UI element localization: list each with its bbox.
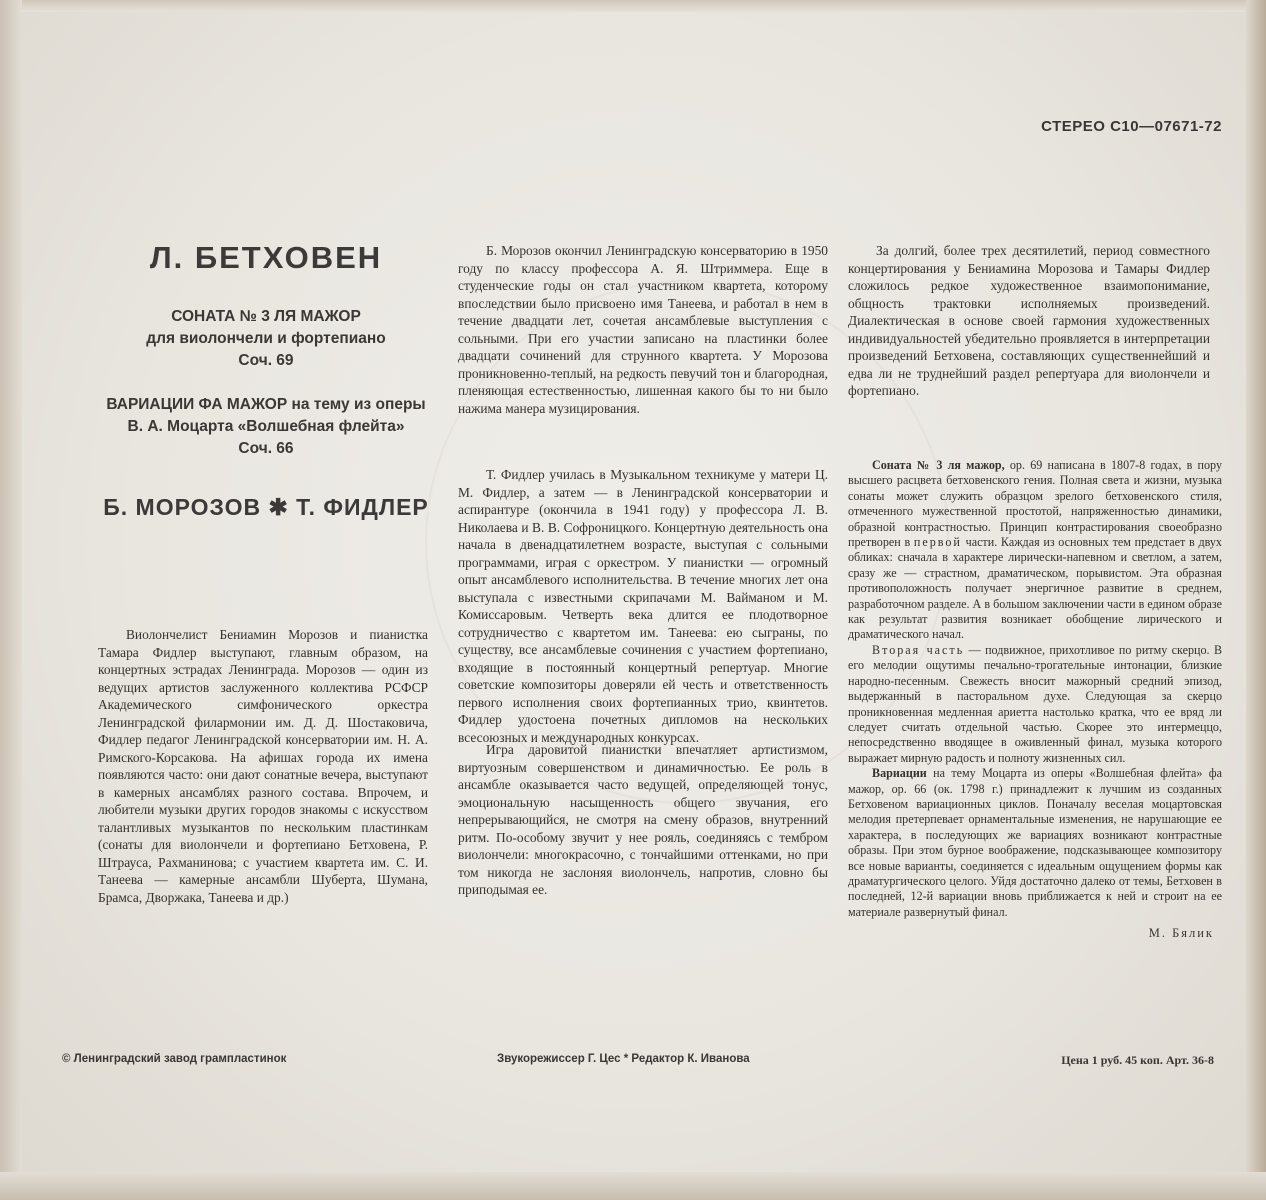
notes-column-2-c	[458, 741, 828, 899]
work-sonata	[86, 306, 446, 372]
composer-name: Л. БЕТХОВЕН	[149, 240, 383, 275]
notes-paragraph-sonata	[848, 458, 1222, 643]
notes-column-3-b	[848, 458, 1222, 941]
second-movement-lead: Вторая часть	[872, 642, 965, 657]
sonata-text-end: части. Каждая из основных тем предстает в двух обликах: сначала в характере лирически-напевном и светлом, а затем, сразу же — страстном, драматическом, порывистом. Эта образная противоположность получает энергичное развитие в среднем, разработочном разделе. А в большом заключении части в едином образе как результат развития возникает обобщение лирического и драматического начал.	[848, 535, 1222, 642]
sonata-lead: Соната № 3 ля мажор,	[872, 458, 1005, 472]
sleeve-edge-right	[1246, 0, 1266, 1200]
performers: Б. МОРОЗОВ ✱ Т. ФИДЛЕР	[103, 494, 429, 520]
notes-paragraph: За долгий, более трех десятилетий, период совместного концертирования у Бениамина Морозова и Тамары Фидлер сложилось редкое художественное взаимопонимание, общность трактовки исполняемых произведений. Диалектическая в основе своей гармония художественных индивидуальностей убедительно проявляется в интерпретации произведений Бетховена, составляющих существеннейший и едва ли не труднейший раздел репертуара для виолончели и фортепиано.	[848, 243, 1210, 398]
notes-paragraph-variations	[848, 766, 1222, 920]
catalog-number: СТЕРЕО С10—07671-72	[1041, 118, 1222, 135]
sleeve-edge-left	[0, 0, 22, 1200]
notes-column-2-b	[458, 466, 828, 746]
work-variations	[86, 394, 446, 460]
variations-lead: Вариации	[872, 766, 927, 781]
work-variations-opus: Соч. 66	[238, 440, 294, 457]
sleeve-edge-bottom	[0, 1172, 1266, 1200]
notes-analysis	[848, 458, 1222, 920]
footer-price: Цена 1 руб. 45 коп. Арт. 36-8	[1061, 1053, 1214, 1067]
notes-paragraph-second-movement	[848, 643, 1222, 766]
notes-paragraph: Виолончелист Бениамин Морозов и пианистка Тамара Фидлер выступают, главным образом, на концертных эстрадах Ленинграда. Морозов — один из ведущих артистов заслуженного коллектива РСФСР Академического симфонического оркестра Ленинградской филармонии им. Д. Д. Шостаковича, Фидлер педагог Ленинградской консерватории им. Н. А. Римского-Корсакова. На афишах города их имена появляются часто: они дают сонатные вечера, выступают в камерных ансамблях разного состава. Впрочем, и любители музыки других городов знакомы с искусством талантливых музыкантов по нескольким пластинкам (сонаты для виолончели и фортепиано Бетховена, Р. Штрауса, Рахманинова; с участием квартета им. С. И. Танеева — камерные ансамбли Шуберта, Шумана, Брамса, Дворжака, Танеева и др.)	[98, 627, 428, 905]
work-variations-subtitle: В. А. Моцарта «Волшебная флейта»	[127, 418, 405, 435]
notes-column-2-a	[458, 242, 828, 417]
work-sonata-instruments: для виолончели и фортепиано	[146, 330, 386, 347]
notes-column-1	[98, 626, 428, 906]
variations-text: на тему Моцарта из оперы «Волшебная флейта» фа мажор, ор. 66 (ок. 1798 г.) принадлежит к лучшим из созданных Бетховеном вариационных циклов. Поначалу веселая моцартовская мелодия претерпевает орнаментальные изменения, не нарушающие ее характера, в последующих же вариациях возникают контрастные образы. При этом бурное воображение, подсказывающее композитору все новые варианты, соединяется с идеальным ощущением формы как драматургического целого. Уйдя достаточно далеко от темы, Бетховен в последней, 12-й вариации вновь приближается к ней и строит на ее материале развернутый финал.	[848, 766, 1222, 919]
notes-paragraph: Игра даровитой пианистки впечатляет артистизмом, виртуозным совершенством и динамичностью. Ее роль в ансамбле оказывается часто ведущей, определяющей тонус, эмоциональную насыщенность общего звучания, его непрерывающийся, не смотря на смену образов, внутренний ритм. По-особому звучит у нее рояль, соединяясь с тембром виолончели: многокрасочно, с тончайшими оттенками, но при том никогда не заслоняя виолончель, напротив, словно бы приподымая ее.	[458, 742, 828, 897]
author-signature: М. Бялик	[1148, 926, 1214, 941]
notes-paragraph: Т. Фидлер училась в Музыкальном техникуме у матери Ц. М. Фидлер, а затем — в Ленинградской консерватории и аспирантуре (окончила в 1941 году) у профессора Л. В. Николаева и В. В. Софроницкого. Концертную деятельность она начала в двенадцатилетнем возрасте, выступая с сольными программами, играя с оркестром. У пианистки — огромный опыт ансамблевого исполнительства. В течение многих лет она выступала с известными скрипачами М. Вайманом и М. Комиссаровым. Четверть века длится ее плодотворное сотрудничество с квартетом им. Танеева: ею сыграны, по существу, все ансамблевые сочинения с участием фортепиано, входящие в постоянный концертный репертуар. Многие советские композиторы доверяли ей честь и ответственность первого исполнения своих фортепианных трио, квинтетов. Фидлер удостоена почетных дипломов на нескольких всесоюзных и международных конкурсах.	[458, 467, 828, 745]
sonata-text: ор. 69 написана в 1807-8 годах, в пору высшего расцвета бетховенского гения. Полная света и жизни, музыка сонаты может служить образцом зрелого бетховенского стиля, отмеченного мужественной простотой, напряженностью динамики, образной контрастностью. Принцип контрастирования своеобразно претворен в	[848, 458, 1222, 550]
sonata-spaced: первой	[913, 535, 962, 550]
title-block	[86, 240, 446, 521]
notes-column-3-a	[848, 242, 1210, 400]
work-sonata-title: СОНАТА № 3 ЛЯ МАЖОР	[171, 308, 361, 325]
work-sonata-opus: Соч. 69	[238, 352, 294, 369]
work-variations-title: ВАРИАЦИИ ФА МАЖОР на тему из оперы	[106, 396, 426, 413]
second-movement-text: — подвижное, прихотливое по ритму скерцо. В его мелодии ощутимы печально-трогательные интонации, близкие народно-песенным. Свежесть вносит мажорный средний эпизод, выдержанный в пасторальном духе. Следующая за скерцо проникновенная медленная ариетта настолько кратка, что ее вряд ли следует считать отдельной частью. Скорее это интермеццо, непосредственно вводящее в оживленный финал, музыка которого выражает мирную радость и полноту жизненных сил.	[848, 642, 1223, 765]
notes-paragraph: Б. Морозов окончил Ленинградскую консерваторию в 1950 году по классу профессора А. Я. Штриммера. Еще в студенческие годы он стал участником квартета, которому впоследствии было присвоено имя Танеева, и работал в нем в течение двадцати лет, сочетая ансамблевые выступления с сольными. При его участии записано на пластинки более двадцати сочинений для струнного квартета. У Морозова проникновенно-теплый, на редкость певучий тон и благородная, пленяющая естественностью, лишенная какого бы то ни было нажима манера музицирования.	[458, 243, 828, 416]
footer-credits: Звукорежиссер Г. Цес * Редактор К. Иванова	[497, 1053, 750, 1065]
footer-publisher: © Ленинградский завод грампластинок	[62, 1053, 287, 1065]
sleeve-edge-top	[0, 0, 1266, 12]
